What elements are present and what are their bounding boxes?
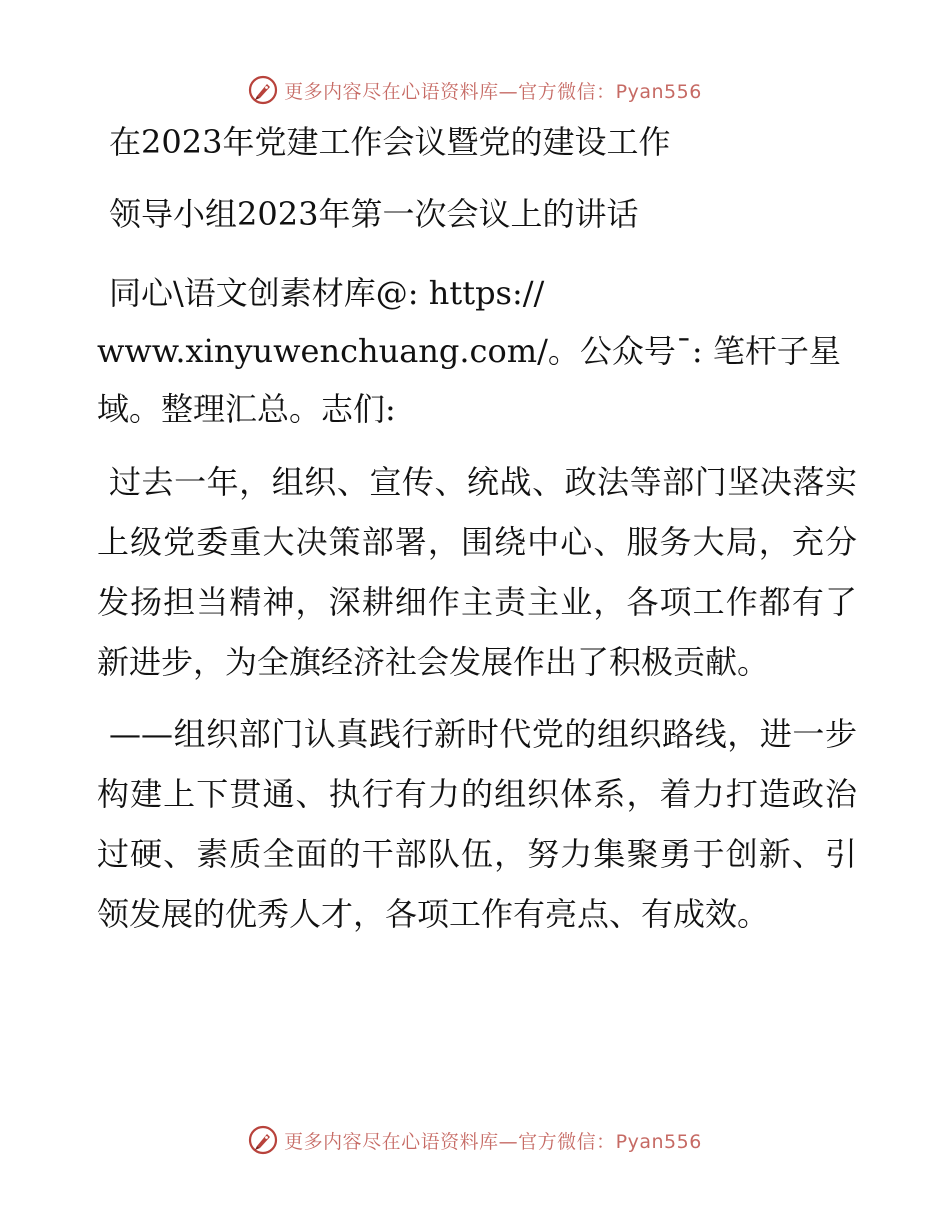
source-line-3: 域。整理汇总。志们: [97, 390, 396, 428]
header-watermark [0, 70, 950, 110]
paragraph-1: 过去一年，组织、宣传、统战、政法等部门坚决落实上级党委重大决策部署，围绕中心、服务大局，充分发扬担当精神，深耕细作主责主业，各项工作都有了新进步，为全旗经济社会发展作出了积极贡献。 [97, 463, 857, 681]
document-body [97, 120, 857, 944]
watermark-contact: 官方微信：Pyan556 [518, 1130, 702, 1153]
watermark-contact: 官方微信：Pyan556 [518, 80, 702, 103]
pen-nib-logo-icon [248, 75, 278, 105]
watermark-text: 更多内容尽在心语资料库 [284, 80, 499, 103]
watermark-separator: — [498, 80, 519, 103]
footer-watermark [0, 1120, 950, 1160]
source-note [97, 264, 857, 438]
title-line-2: 领导小组2023年第一次会议上的讲话 [109, 195, 639, 233]
source-line-1: 同心\语文创素材库@: https:// [109, 274, 545, 312]
source-line-2: www.xinyuwenchuang.com/。公众号¯: 笔杆子星 [97, 332, 841, 370]
watermark-text: 更多内容尽在心语资料库 [284, 1130, 499, 1153]
watermark-separator: — [498, 1130, 519, 1153]
paragraph-2: ——组织部门认真践行新时代党的组织路线，进一步构建上下贯通、执行有力的组织体系，着力打造政治过硬、素质全面的干部队伍，努力集聚勇于创新、引领发展的优秀人才，各项工作有亮点、有成效。 [97, 715, 857, 933]
title-line-1: 在2023年党建工作会议暨党的建设工作 [109, 123, 671, 161]
pen-nib-logo-icon [248, 1125, 278, 1155]
